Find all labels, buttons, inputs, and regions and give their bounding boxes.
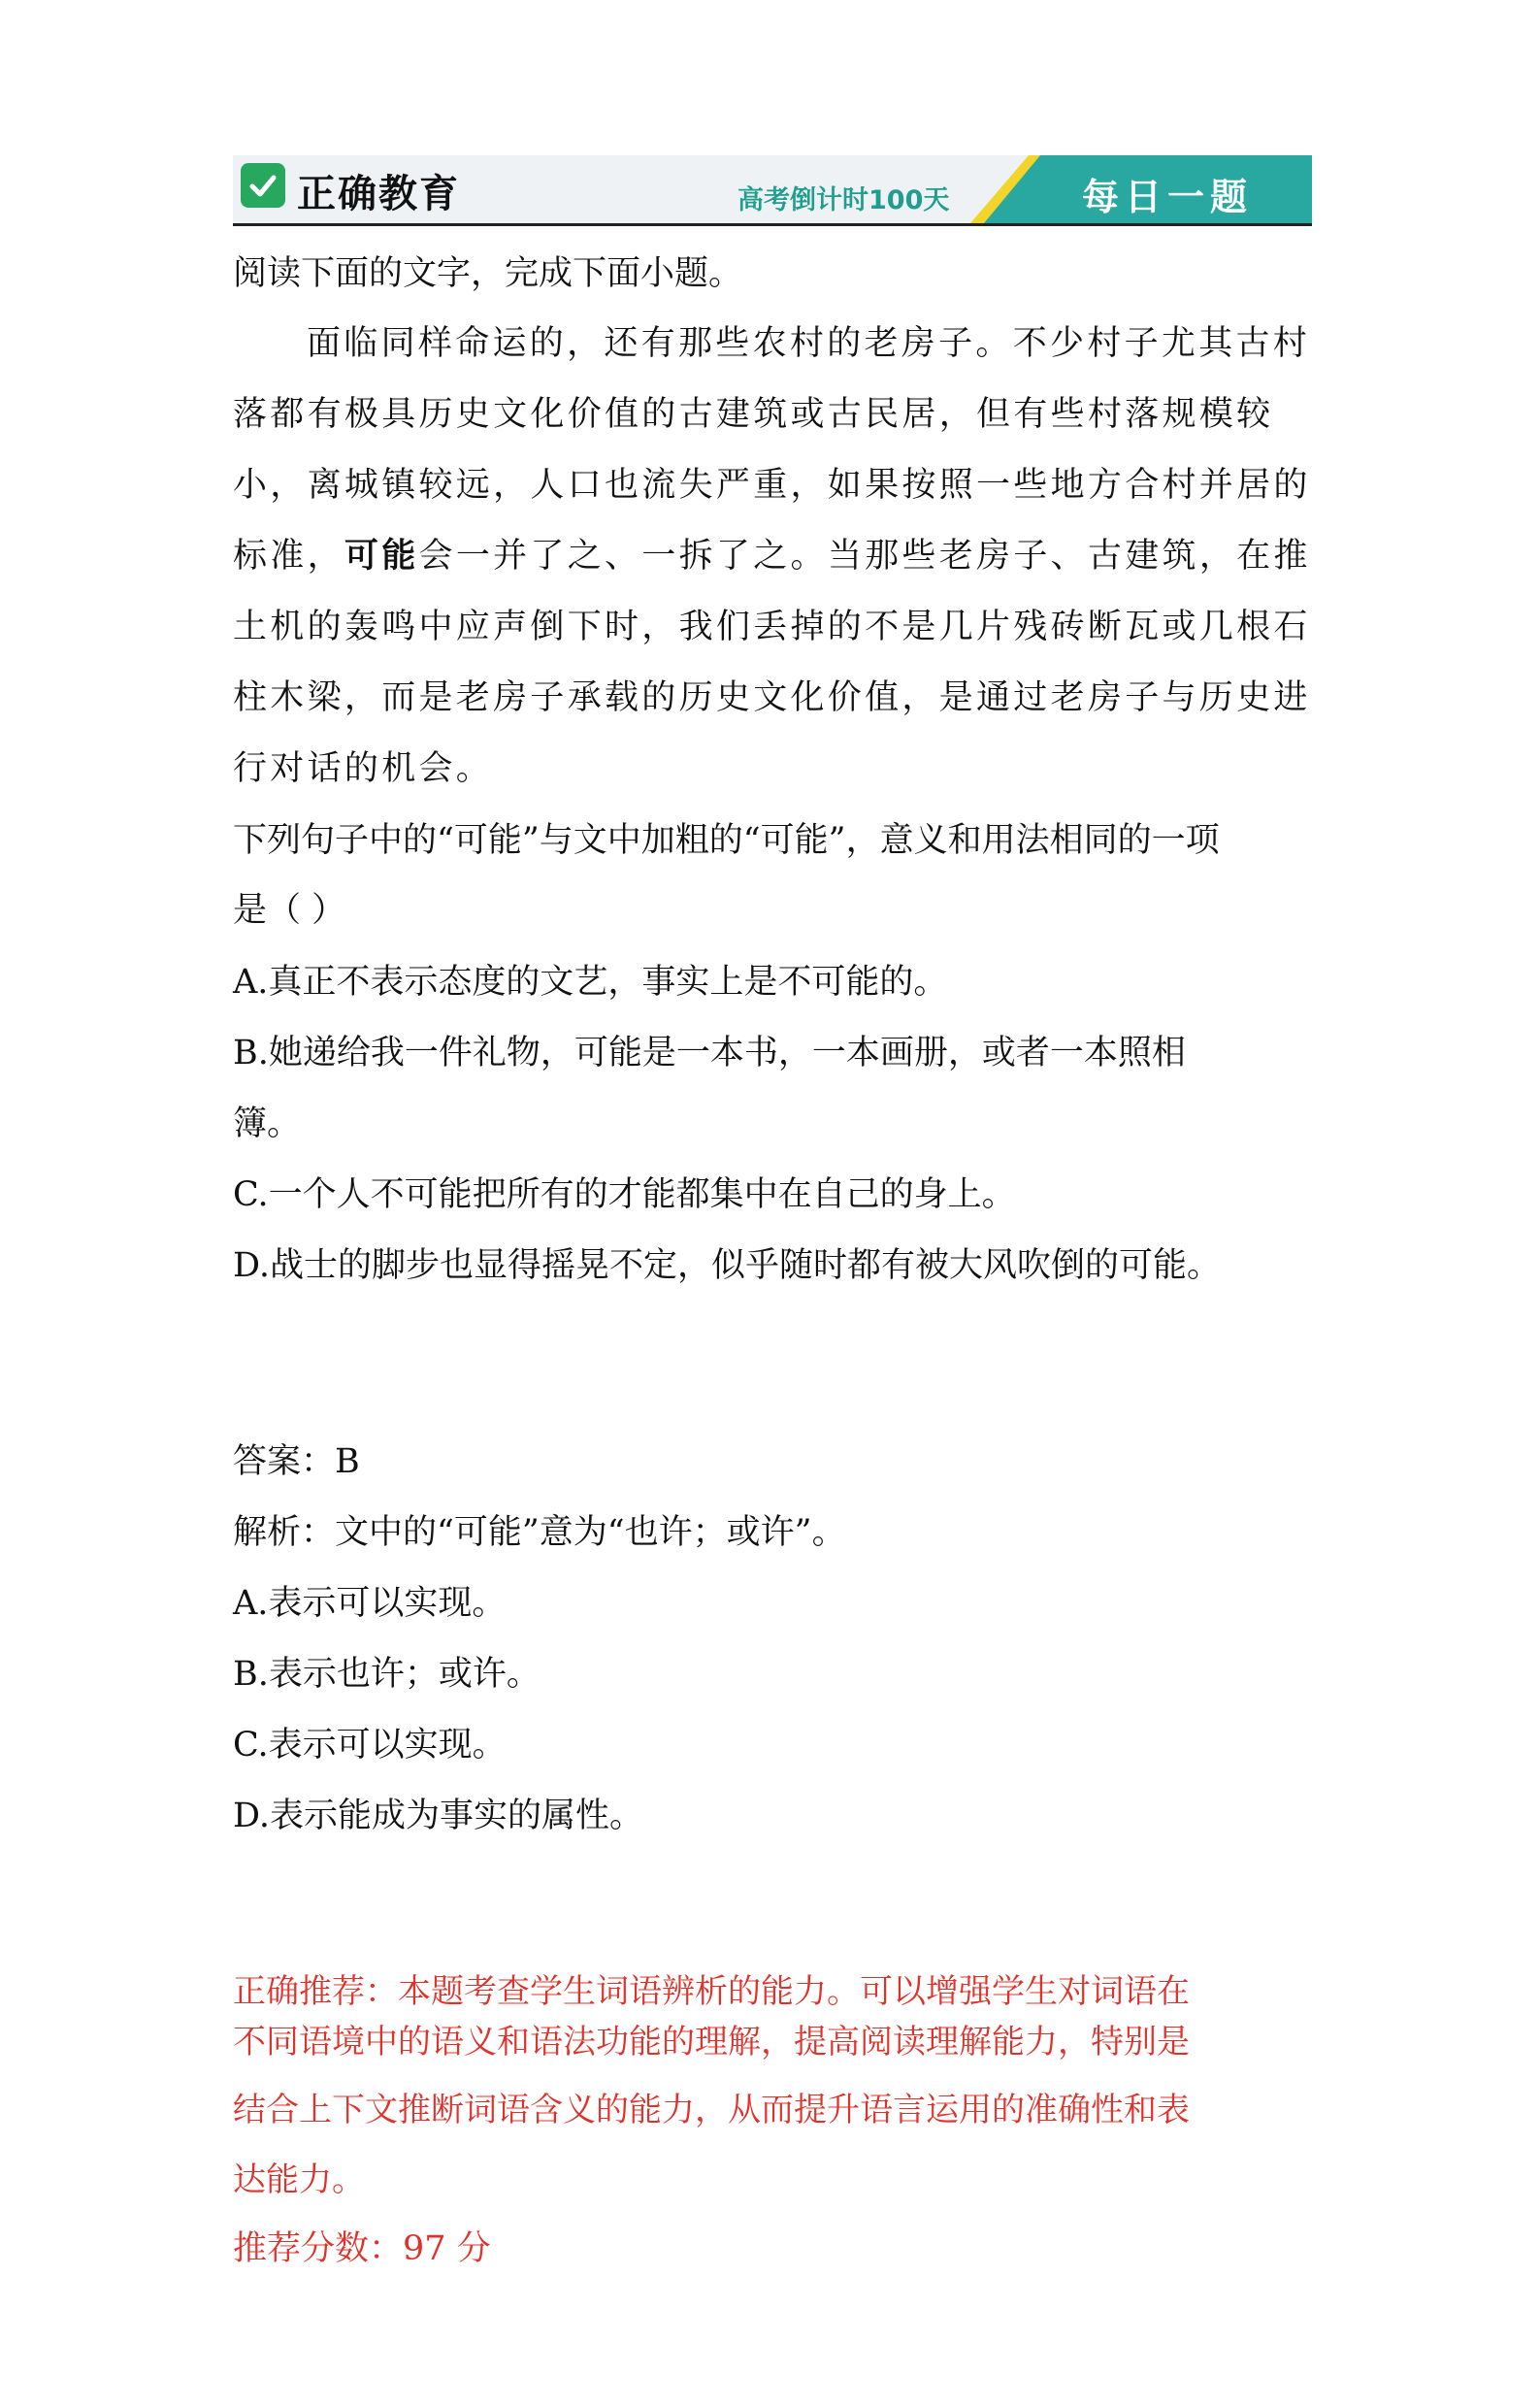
passage-line: 落都有极具历史文化价值的古建筑或古民居，但有些村落规模较: [233, 395, 1274, 434]
recommend-text: 正确推荐：本题考查学生词语辨析的能力。可以增强学生对词语在: [233, 1972, 1190, 2011]
analysis-main: 解析：文中的“可能”意为“也许；或许”。: [233, 1513, 846, 1552]
analysis-d: D.表示能成为事实的属性。: [233, 1797, 643, 1835]
intro-text: 阅读下面的文字，完成下面小题。: [233, 254, 743, 293]
recommend-text: 达能力。: [233, 2161, 365, 2199]
passage-line: 面临同样命运的，还有那些农村的老房子。不少村子尤其古村: [307, 324, 1311, 363]
passage-line: 柱木梁，而是老房子承载的历史文化价值，是通过老房子与历史进: [233, 678, 1311, 717]
option-c: C.一个人不可能把所有的才能都集中在自己的身上。: [233, 1175, 1016, 1214]
passage-line: 土机的轰鸣中应声倒下时，我们丢掉的不是几片残砖断瓦或几根石: [233, 608, 1311, 646]
check-icon: [241, 163, 285, 208]
option-d: D.战士的脚步也显得摇晃不定，似乎随时都有被大风吹倒的可能。: [233, 1246, 1221, 1285]
option-a: A.真正不表示态度的文艺，事实上是不可能的。: [233, 963, 948, 1002]
analysis-c: C.表示可以实现。: [233, 1726, 507, 1765]
option-b-cont: 簿。: [233, 1105, 302, 1143]
countdown-label: 高考倒计时100天: [737, 185, 950, 215]
daily-badge: 每日一题: [1082, 176, 1254, 218]
recommend-text: 不同语境中的语义和语法功能的理解，提高阅读理解能力，特别是: [233, 2023, 1190, 2062]
passage-line: 小，离城镇较远，人口也流失严重，如果按照一些地方合村并居的: [233, 466, 1311, 505]
analysis-b: B.表示也许；或许。: [233, 1655, 541, 1694]
answer: 答案：B: [233, 1442, 360, 1481]
question-stem: 下列句子中的“可能”与文中加粗的“可能”，意义和用法相同的一项: [233, 821, 1220, 860]
recommend-text: 结合上下文推断词语含义的能力，从而提升语言运用的准确性和表: [233, 2091, 1190, 2129]
passage-line: 行对话的机会。: [233, 749, 494, 788]
question-stem: 是（ ）: [233, 891, 346, 930]
header-banner: [233, 155, 1312, 226]
brand-name: 正确教育: [297, 172, 460, 216]
recommend-score: 推荐分数：97 分: [233, 2229, 491, 2268]
option-b: B.她递给我一件礼物，可能是一本书，一本画册，或者一本照相: [233, 1034, 1186, 1072]
analysis-a: A.表示可以实现。: [233, 1584, 507, 1623]
passage-text: 会一并了之、一拆了之。当那些老房子、古建筑，在推: [418, 537, 1311, 576]
passage-line: [233, 533, 1311, 579]
bold-keyword: 可能: [344, 536, 419, 576]
passage-text: 标准，: [233, 537, 344, 576]
